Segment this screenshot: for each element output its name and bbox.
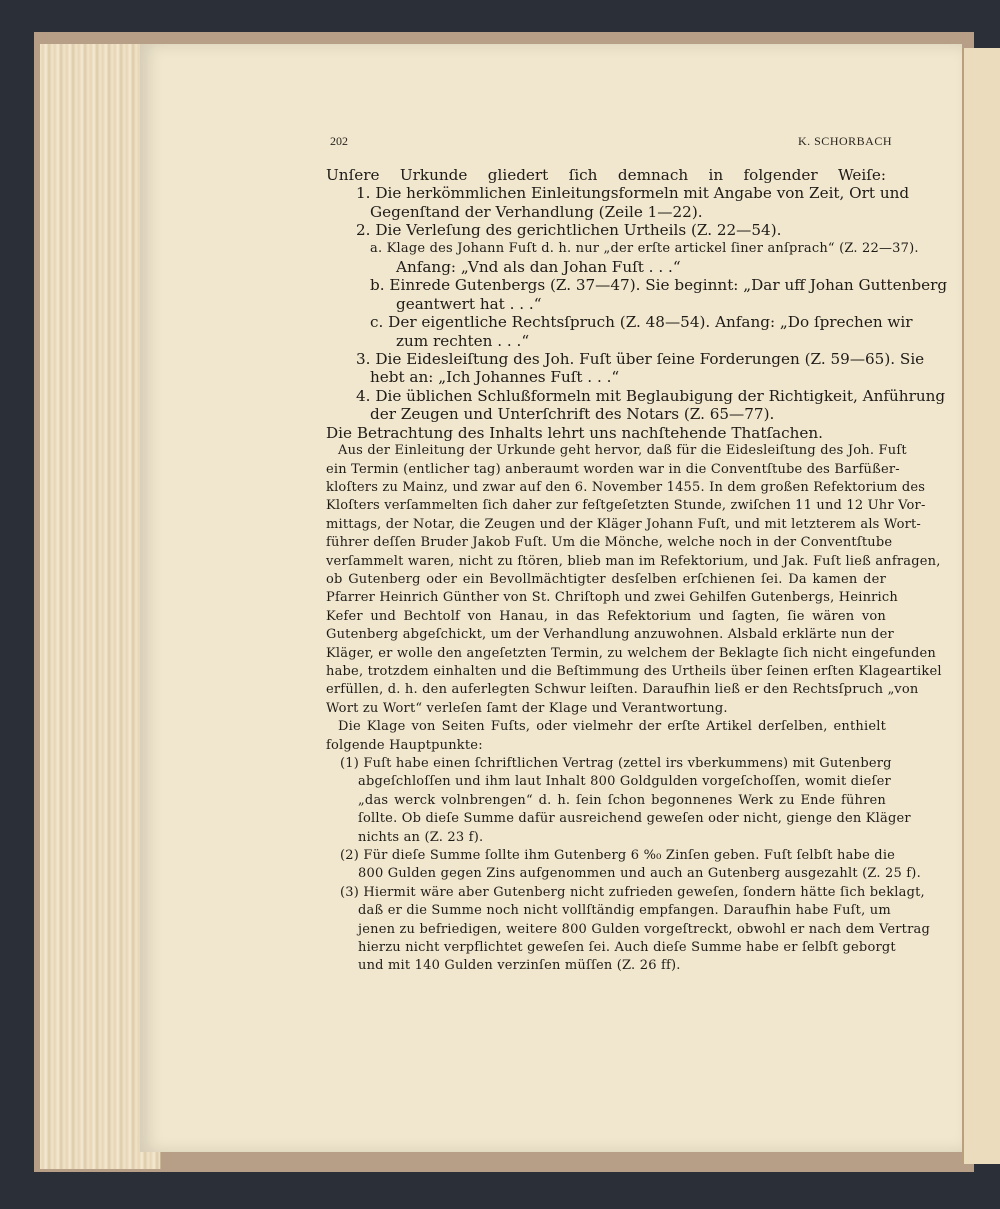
text-line: ein Termin (entlicher tag) anberaumt worden war in die Conventſtube des Barfüßer-	[326, 461, 900, 477]
text-line: Pfarrer Heinrich Günther von St. Chriſtoph und zwei Gehilfen Gutenbergs, Heinrich	[326, 590, 898, 606]
text-line: Gutenberg abgeſchickt, um der Verhandlung anzuwohnen. Alsbald erklärte nun der	[326, 627, 894, 643]
text-line: geantwert hat . . .“	[396, 294, 542, 313]
text-line: zum rechten . . .“	[396, 331, 530, 350]
text-line: abgeſchloſſen und ihm laut Inhalt 800 Goldgulden vorgeſchoſſen, womit dieſer	[358, 774, 891, 790]
text-line: erfüllen, d. h. den auferlegten Schwur leiſten. Daraufhin ließ er den Rechtsſpruch „von	[326, 682, 919, 698]
text-line: folgende Hauptpunkte:	[326, 737, 483, 753]
text-line: ob Gutenberg oder ein Bevollmächtigter desſelben erſchienen ſei. Da kamen der	[326, 571, 886, 587]
text-line: Kefer und Bechtolf von Hanau, in das Refektorium und ſagten, ſie wären von	[326, 608, 886, 624]
text-line: Wort zu Wort“ verleſen ſamt der Klage und Verantwortung.	[326, 700, 728, 716]
text-line: c. Der eigentliche Rechtsſpruch (Z. 48—54). Anfang: „Do ſprechen wir	[370, 313, 913, 332]
text-line: Aus der Einleitung der Urkunde geht hervor, daß für die Eidesleiſtung des Joh. Fuſt	[338, 443, 907, 459]
text-line: b. Einrede Gutenbergs (Z. 37—47). Sie beginnt: „Dar uff Johan Guttenberg	[370, 276, 948, 295]
body-text	[326, 166, 948, 976]
text-line: (2) Für dieſe Summe ſollte ihm Gutenberg 6 %₀ Zinſen geben. Fuſt ſelbſt habe die	[340, 848, 896, 864]
text-line: ſollte. Ob dieſe Summe dafür ausreichend geweſen oder nicht, gienge den Kläger	[358, 811, 911, 827]
text-line: habe, trotzdem einhalten und die Beſtimmung des Urtheils über ſeinen erſten Klageartikel	[326, 663, 942, 679]
text-line: 2. Die Verleſung des gerichtlichen Urtheils (Z. 22—54).	[356, 221, 782, 240]
text-line: Die Betrachtung des Inhalts lehrt uns nachſtehende Thatſachen.	[326, 423, 824, 442]
text-line: Gegenſtand der Verhandlung (Zeile 1—22).	[370, 202, 703, 221]
text-line: 800 Gulden gegen Zins aufgenommen und auch an Gutenberg ausgezahlt (Z. 25 f).	[358, 866, 921, 882]
text-line: „das werck volnbrengen“ d. h. ſein ſchon begonnenes Werk zu Ende führen	[358, 792, 886, 808]
text-line: (1) Fuſt habe einen ſchriftlichen Vertrag (zettel irs vberkummens) mit Gutenberg	[340, 756, 892, 771]
text-line: a. Klage des Johann Fuſt d. h. nur „der erſte artickel ſiner anſprach“ (Z. 22—37).	[370, 240, 919, 256]
text-line: daß er die Summe noch nicht vollſtändig empfangen. Daraufhin habe Fuſt, um	[358, 903, 891, 919]
text-line: führer deſſen Bruder Jakob Fuſt. Um die Mönche, welche noch in der Conventſtube	[326, 535, 893, 551]
text-line: (3) Hiermit wäre aber Gutenberg nicht zufrieden geweſen, ſondern hätte ſich beklagt,	[340, 884, 925, 900]
text-line: hierzu nicht verpflichtet geweſen ſei. Auch dieſe Summe habe er ſelbſt geborgt	[358, 940, 896, 956]
text-line: Kläger, er wolle den angeſetzten Termin, zu welchem der Beklagte ſich nicht eingefunden	[326, 645, 936, 661]
text-line: 3. Die Eidesleiſtung des Joh. Fuſt über ſeine Forderungen (Z. 59—65). Sie	[356, 350, 925, 369]
text-line: jenen zu befriedigen, weitere 800 Gulden vorgeſtreckt, obwohl er nach dem Vertrag	[358, 921, 930, 937]
page-number: 202	[330, 134, 348, 148]
text-line: kloſters zu Mainz, und zwar auf den 6. November 1455. In dem großen Refektorium des	[326, 479, 926, 495]
text-line: mittags, der Notar, die Zeugen und der Kläger Johann Fuſt, und mit letzterem als Wort-	[326, 516, 922, 532]
text-line: verſammelt waren, nicht zu ſtören, blieb man im Refektorium, und Jak. Fuſt ließ anfragen,	[326, 553, 941, 569]
text-line: und mit 140 Gulden verzinſen müſſen (Z. 26 ff).	[358, 958, 681, 974]
running-head: K. SCHORBACH	[797, 134, 892, 148]
text-line: Die Klage von Seiten Fuſts, oder vielmehr der erſte Artikel derſelben, enthielt	[338, 719, 886, 735]
text-line: Unſere Urkunde gliedert ſich demnach in folgender Weiſe:	[326, 166, 886, 184]
text-line: hebt an: „Ich Johannes Fuſt . . .“	[370, 368, 620, 387]
text-line: 1. Die herkömmlichen Einleitungsformeln mit Angabe von Zeit, Ort und	[356, 184, 910, 203]
text-line: 4. Die üblichen Schlußformeln mit Beglaubigung der Richtigkeit, Anführung	[356, 386, 946, 405]
text-line: Kloſters verſammelten ſich daher zur feſtgeſetzten Stunde, zwiſchen 11 und 12 Uhr Vor-	[326, 498, 926, 514]
facing-page-edge	[962, 48, 1000, 1164]
text-line: Anfang: „Vnd als dan Johan Fuſt . . .“	[396, 258, 681, 277]
text-line: nichts an (Z. 23 f).	[358, 829, 484, 845]
text-line: der Zeugen und Unterſchrift des Notars (Z. 65—77).	[370, 405, 775, 424]
